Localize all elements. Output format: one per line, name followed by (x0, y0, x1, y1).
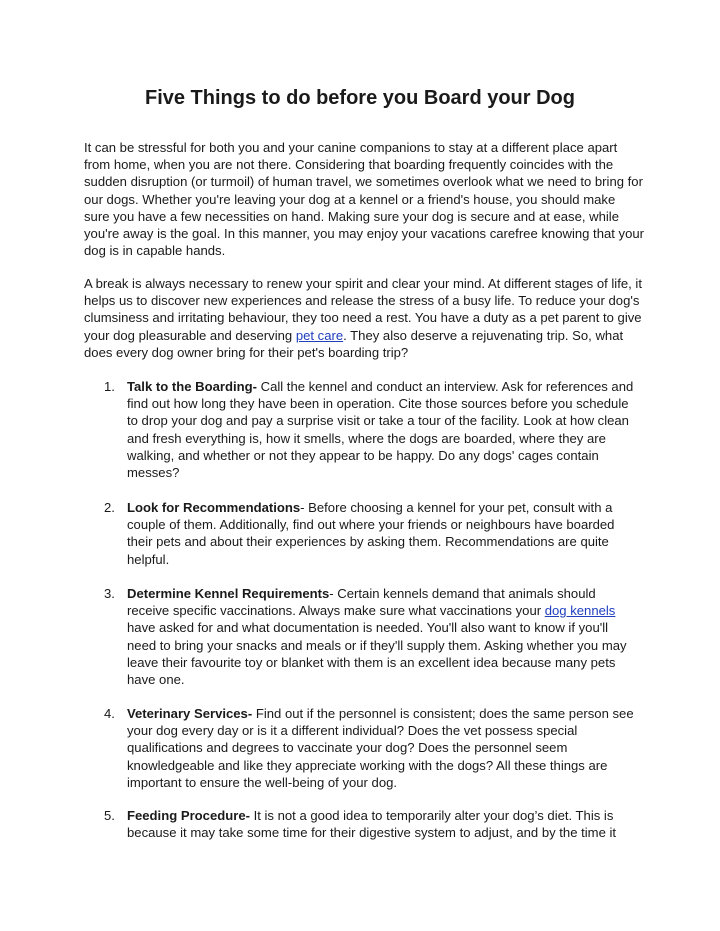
list-item-text: Call the kennel and conduct an interview. Ask for references and find out how long they have been in operation. Cite those sources before you schedule to drop your dog and pay a surprise visit or take a tour of the facility. Look at how clean and fresh everything is, how it smells, where the dogs are boarded, where they are walking, and whether or not they appear to be happy. Do any dogs' cages contain messes? (127, 379, 634, 481)
list-number: 3. (104, 586, 115, 601)
dog-kennels-link[interactable]: dog kennels (544, 603, 616, 619)
list-number: 1. (104, 379, 115, 394)
list-item-body (127, 807, 637, 841)
paragraph-text: A break is always necessary to renew your spirit and clear your mind. At different stages of life, it helps us to discover new experiences and release the stress of a busy life. To reduce your dog's clumsiness and irritating behaviour, they too need a rest. You have a duty as a pet parent to give your dog pleasurable and deserving (84, 276, 642, 343)
list-item-heading: Look for Recommendations (127, 500, 301, 515)
list-item-text: - Certain kennels demand that animals should receive specific vaccinations. Always make sure what vaccinations your (127, 586, 596, 619)
paragraph-text: . They also deserve a rejuvenating trip. So, what does every dog owner bring for their pet's boarding trip? (84, 327, 624, 360)
second-paragraph (84, 275, 644, 361)
list-item-text: It is not a good idea to temporarily alter your dog’s diet. This is because it may take some time for their digestive system to adjust, and by the time it (127, 808, 617, 841)
list-item-heading: Determine Kennel Requirements (127, 586, 330, 601)
list-number: 2. (104, 500, 115, 515)
list-item-text: - Before choosing a kennel for your pet, consult with a couple of them. Additionally, find out where your friends or neighbours have boarded their pets and about their experiences by asking them. Recommendations are quite helpful. (127, 500, 615, 567)
list-item-body (127, 585, 637, 688)
list-item-body (127, 499, 637, 568)
list-item-heading: Feeding Procedure- (127, 808, 250, 823)
list-item-body (127, 378, 637, 481)
pet-care-link[interactable]: pet care (295, 327, 344, 343)
list-item-body (127, 705, 637, 791)
list-number: 5. (104, 808, 115, 823)
list-item-heading: Talk to the Boarding- (127, 379, 257, 394)
document-title: Five Things to do before you Board your Dog (144, 87, 575, 109)
list-item-text: have asked for and what documentation is needed. You'll also want to know if you'll need to bring your snacks and meals or if they'll supply them. Asking whether you may leave their favourite toy or blanket with them is an excellent idea because many pets have one. (127, 620, 627, 688)
intro-paragraph: It can be stressful for both you and your canine companions to stay at a different place apart from home, when you are not there. Considering that boarding frequently coincides with the sudden disruption (or turmoil) of human travel, we sometimes overlook what we need to bring for our dogs. Whether you're leaving your dog at a kennel or a friend's house, you should make sure you have a few necessities on hand. Making sure your dog is secure and at ease, while you're away is the goal. In this manner, you may enjoy your vacations carefree knowing that your dog is in capable hands. (84, 140, 645, 259)
list-number: 4. (104, 706, 115, 721)
list-item-text: Find out if the personnel is consistent; does the same person see your dog every day or is it a different individual? Does the vet possess special qualifications and degrees to vaccinate your dog? Does the personnel seem knowledgeable and like they appreciate working with the dogs? All these things are important to ensure the well-being of your dog. (127, 706, 634, 790)
list-item-heading: Veterinary Services- (127, 706, 253, 721)
